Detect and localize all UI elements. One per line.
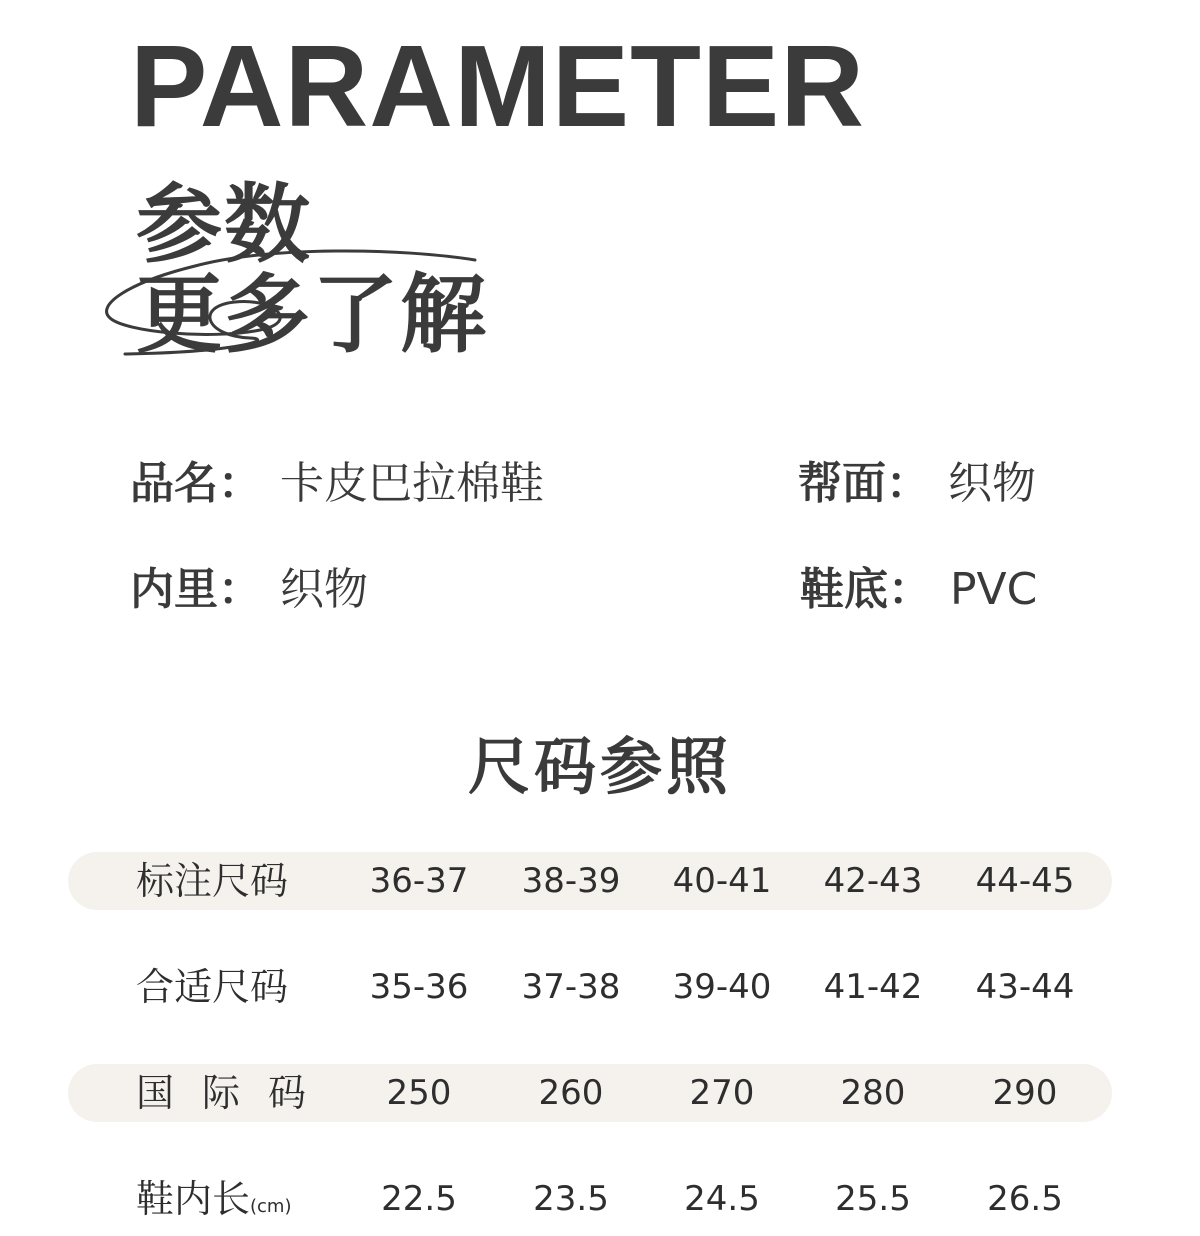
row-label: 合适尺码: [136, 965, 289, 1009]
size-table-title: 尺码参照: [467, 730, 732, 803]
row-label-unit: (cm): [250, 1196, 292, 1217]
decorative-swirl: [100, 240, 500, 365]
table-cell: 43-44: [975, 967, 1075, 1007]
table-cell: 40-41: [672, 861, 772, 901]
table-cell: 290: [992, 1073, 1058, 1113]
table-cell: 41-42: [823, 967, 923, 1007]
page-title-cn-line2: 更多了解: [136, 265, 488, 365]
table-cell: 25.5: [835, 1179, 911, 1219]
table-cell: 270: [689, 1073, 755, 1113]
table-cell: 24.5: [684, 1179, 760, 1219]
spec-product-name: [130, 458, 544, 509]
table-cell: 250: [386, 1073, 452, 1113]
table-cell: 260: [538, 1073, 604, 1113]
row-label: [136, 1170, 292, 1228]
row-label: 标注尺码: [136, 859, 289, 903]
spec-sole-label: 鞋底：: [800, 564, 932, 615]
spec-product-name-value: 卡皮巴拉棉鞋: [280, 458, 544, 509]
spec-upper-value: 织物: [948, 458, 1036, 509]
table-cell: 280: [840, 1073, 906, 1113]
table-cell: 38-39: [521, 861, 621, 901]
table-cell: 36-37: [369, 861, 469, 901]
spec-lining-label: 内里：: [130, 564, 262, 615]
table-row-labeled-size: [68, 852, 1112, 910]
row-label: 国际码: [136, 1071, 335, 1115]
row-label-text: 鞋内长: [136, 1177, 251, 1221]
spec-upper-label: 帮面：: [798, 458, 930, 509]
table-cell: 42-43: [823, 861, 923, 901]
table-cell: 23.5: [533, 1179, 609, 1219]
table-row-fit-size: [68, 958, 1112, 1016]
page-title-en: PARAMETER: [130, 21, 866, 151]
table-cell: 35-36: [369, 967, 469, 1007]
spec-lining-value: 织物: [280, 564, 368, 615]
spec-upper: [798, 458, 1036, 509]
table-cell: 26.5: [987, 1179, 1063, 1219]
page-title-cn-line1: 参数: [136, 175, 312, 275]
spec-sole: [800, 564, 1038, 615]
spec-lining: [130, 564, 368, 615]
table-cell: 44-45: [975, 861, 1075, 901]
table-cell: 37-38: [521, 967, 621, 1007]
spec-product-name-label: 品名：: [130, 458, 262, 509]
table-cell: 22.5: [381, 1179, 457, 1219]
table-row-international-size: [68, 1064, 1112, 1122]
table-row-inner-length: [68, 1170, 1112, 1228]
table-cell: 39-40: [672, 967, 772, 1007]
spec-sole-value: PVC: [950, 564, 1038, 615]
